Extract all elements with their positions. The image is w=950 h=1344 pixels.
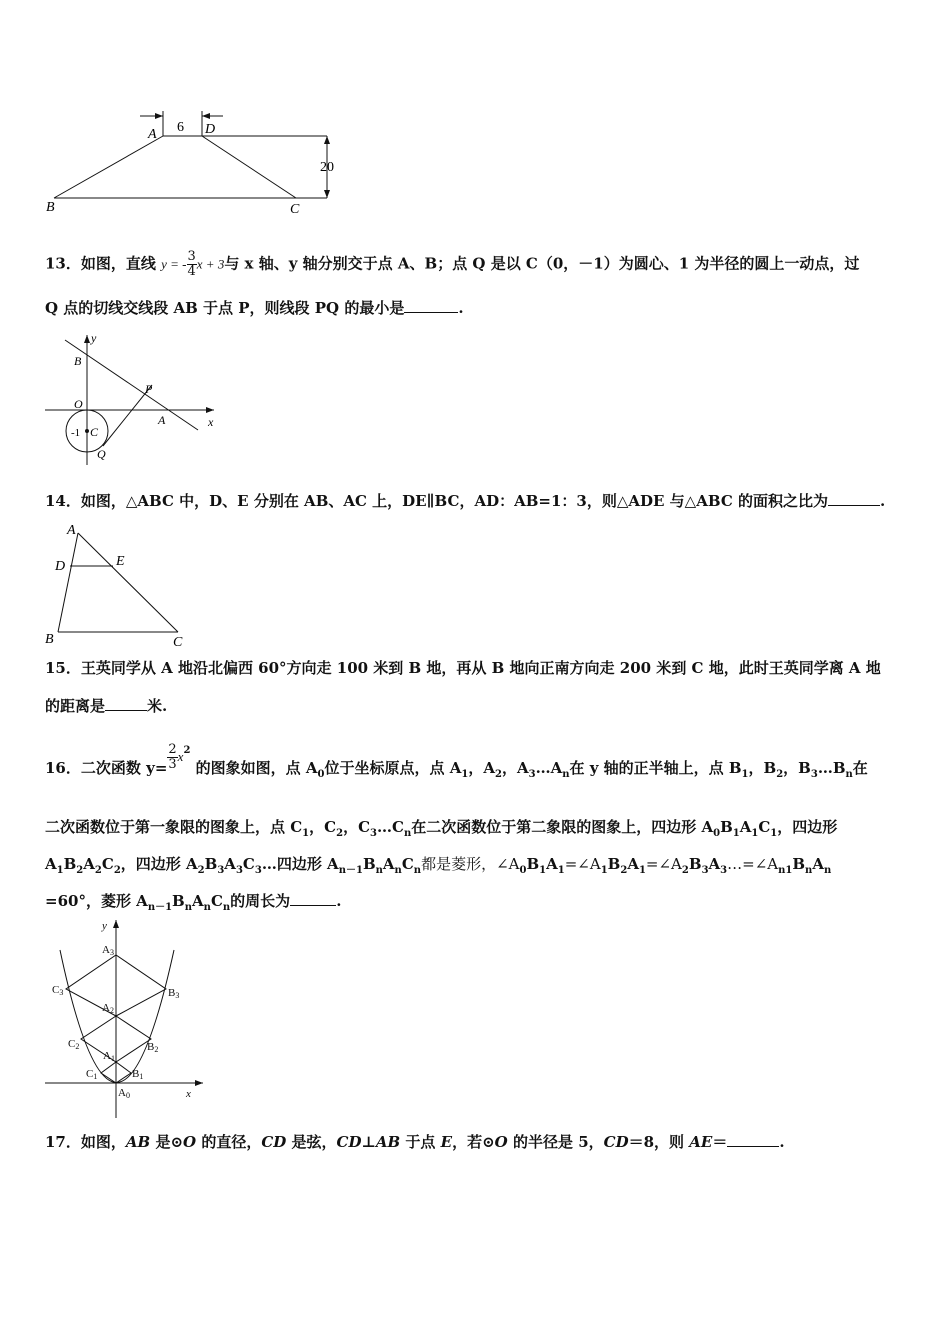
q16-l3-s1f: 1 xyxy=(557,865,565,876)
q13-line2-text: Q 点的切线交线段 AB 于点 P，则线段 PQ 的最小是 xyxy=(45,299,405,317)
q16-l2-s1c: 1 xyxy=(751,828,759,839)
q17-number: 17． xyxy=(45,1133,81,1151)
q16-l2-f: B xyxy=(720,818,733,836)
label-height: 20 xyxy=(320,160,334,175)
label-E: E xyxy=(116,554,125,569)
label-neg1: -1 xyxy=(71,427,81,439)
label-B1 xyxy=(132,1068,143,1081)
q16-tc4: …A xyxy=(535,759,563,777)
q17-O2: O xyxy=(494,1133,508,1151)
q16-text-b: 的图象如图，点 A xyxy=(195,759,318,777)
q16-l2-c: ，C xyxy=(343,818,371,836)
label-C3 xyxy=(52,984,63,997)
label-y: y xyxy=(91,331,97,345)
q17-line xyxy=(45,1132,785,1152)
q17-E: E xyxy=(440,1133,453,1151)
label-B3 xyxy=(168,987,179,1000)
q16-frac-den: 3 xyxy=(168,756,177,772)
q16-text-e: 在 xyxy=(852,759,868,777)
q16-l4-end: . xyxy=(336,892,342,910)
label-P: P xyxy=(145,382,153,396)
q16-l3-s3e: 3 xyxy=(720,865,728,876)
q16-l3-b: B xyxy=(63,855,77,873)
label-A1-sub: 1 xyxy=(110,1054,115,1063)
q16-l2-g: A xyxy=(739,818,752,836)
label-x: x xyxy=(186,1088,191,1100)
q16-text-a: 二次函数 y= xyxy=(80,759,168,777)
q17-AE: AE xyxy=(689,1133,713,1151)
label-C1 xyxy=(86,1068,97,1081)
q16-sub1: 1 xyxy=(461,769,469,780)
q17-O: O xyxy=(183,1133,197,1151)
q14-text: 如图，△ABC 中，D、E 分别在 AB、AC 上，DE∥BC，AD：AB=1：3，则△ADE 与△ABC 的面积之比为 xyxy=(80,492,828,510)
label-top-width: 6 xyxy=(177,120,184,135)
q16-subn: n xyxy=(562,769,570,780)
q13-line1 xyxy=(45,250,859,279)
q16-l3-s3b: 3 xyxy=(235,865,243,876)
label-D: D xyxy=(55,559,66,574)
q16-l3-w: B xyxy=(792,855,806,873)
q16-line2-a: 二次函数位于第一象限的图象上，点 C xyxy=(45,818,303,836)
label-A0-sub: 0 xyxy=(125,1091,130,1100)
q16-answer-blank[interactable] xyxy=(290,891,336,906)
q15-line2 xyxy=(45,696,167,716)
label-B1-sub: 1 xyxy=(139,1072,144,1081)
q13-formula-prefix: y = - xyxy=(161,256,187,272)
q16-tc3: ，A xyxy=(501,759,529,777)
q16-td3: ，B xyxy=(783,759,811,777)
q16-l3-x: A xyxy=(812,855,824,873)
q16-l3-s2f: 2 xyxy=(681,865,689,876)
q16-l3-sn: n xyxy=(375,865,383,876)
q16-l3-k: A xyxy=(382,855,395,873)
q16-l3-o: A xyxy=(546,855,558,873)
label-A2 xyxy=(102,1002,114,1015)
q16-l3-s2: 2 xyxy=(76,865,84,876)
q14-number: 14． xyxy=(45,492,81,510)
q16-l3-s2c: 2 xyxy=(113,865,121,876)
q16-line3 xyxy=(45,854,831,881)
q16-l4-d: C xyxy=(210,892,223,910)
label-B2-letter: B xyxy=(147,1041,155,1053)
q16-l3-sn1: n－1 xyxy=(338,865,363,876)
line-circle-figure xyxy=(40,330,230,470)
label-A: A xyxy=(67,523,76,538)
q16-l4-sn: n xyxy=(184,902,193,913)
q16-l2-s1b: 1 xyxy=(732,828,740,839)
q16-l2-s1d: 1 xyxy=(770,828,778,839)
label-B: B xyxy=(74,354,82,368)
q16-subB2: 2 xyxy=(776,769,784,780)
q13-text-a: 如图，直线 xyxy=(80,254,156,273)
q16-l3-r: A xyxy=(627,855,639,873)
label-B: B xyxy=(45,632,54,647)
q16-sub2: 2 xyxy=(494,769,502,780)
q14-answer-blank[interactable] xyxy=(828,491,880,506)
q13-line2-end: . xyxy=(458,299,464,317)
parabola-rhombus-figure xyxy=(40,915,210,1125)
q16-l4-a: =60°，菱形 A xyxy=(45,892,148,910)
q16-l3-i: …四边形 A xyxy=(261,855,339,873)
q16-text-d: 在 y 轴的正半轴上，点 B xyxy=(569,759,742,777)
q16-line2-e: 在二次函数位于第二象限的图象上，四边形 A xyxy=(411,818,714,836)
label-B3-sub: 3 xyxy=(175,991,180,1000)
q16-l3-v: …=∠A xyxy=(727,855,779,873)
q15-line2-b: 米. xyxy=(147,697,168,715)
label-C: C xyxy=(173,635,183,650)
label-Q: Q xyxy=(97,447,106,461)
q16-l3-s3d: 3 xyxy=(701,865,709,876)
q16-l3-t: B xyxy=(688,855,702,873)
trapezoid-figure xyxy=(40,105,350,220)
label-B2 xyxy=(147,1041,158,1054)
label-C: C xyxy=(90,425,99,439)
label-B3-letter: B xyxy=(168,987,176,999)
q16-l4-e: 的周长为 xyxy=(230,892,291,910)
label-C2-sub: 2 xyxy=(75,1042,80,1051)
q16-subBn: n xyxy=(845,769,853,780)
label-A1 xyxy=(103,1050,115,1063)
q16-l3-snc: n xyxy=(413,865,422,876)
q16-frac-exp: 2 xyxy=(183,745,191,756)
q16-l3-s1h: 1 xyxy=(638,865,646,876)
q15-text: 王英同学从 A 地沿北偏西 60°方向走 100 米到 B 地，再从 B 地向正南方向走 200 米到 C 地，此时王英同学离 A 地 xyxy=(80,659,881,677)
label-B: B xyxy=(46,200,55,215)
q16-td4: …B xyxy=(817,759,846,777)
q17-t9: ＝8，则 xyxy=(628,1133,690,1151)
q16-l3-snd: n xyxy=(805,865,813,876)
q16-l3-l: C xyxy=(401,855,414,873)
q16-l2-sn: n xyxy=(403,828,412,839)
q16-line4 xyxy=(45,891,341,918)
q16-line1 xyxy=(45,741,868,785)
q16-line2-i: ，四边形 xyxy=(777,818,838,836)
q16-l2-d: …C xyxy=(376,818,404,836)
q17-CD3: CD xyxy=(603,1133,629,1151)
q17-CD2: CD xyxy=(336,1133,362,1151)
q16-l3-s2b: 2 xyxy=(94,865,102,876)
label-y: y xyxy=(102,920,107,932)
q16-l4-b: B xyxy=(172,892,185,910)
q16-l3-s: =∠A xyxy=(645,855,682,873)
q16-l4-c: A xyxy=(192,892,204,910)
label-A2-sub: 2 xyxy=(109,1006,114,1015)
q16-l3-s1g: 1 xyxy=(600,865,608,876)
label-C1-letter: C xyxy=(86,1068,94,1080)
q17-t8: 的半径是 5， xyxy=(507,1133,604,1151)
label-A3-sub: 3 xyxy=(109,948,114,957)
q16-tc2: ，A xyxy=(468,759,495,777)
label-C3-sub: 3 xyxy=(59,988,64,997)
q16-line2 xyxy=(45,817,837,844)
q14-end: . xyxy=(879,492,886,510)
q13-answer-blank[interactable] xyxy=(404,298,458,313)
q15-number: 15． xyxy=(45,659,81,677)
q16-l2-s2: 2 xyxy=(336,828,344,839)
q16-l4-snc: n xyxy=(222,902,231,913)
q17-AB2: AB xyxy=(375,1133,401,1151)
q16-l3-sne: n xyxy=(823,865,832,876)
label-A1-letter: A xyxy=(103,1050,111,1062)
q17-t3: 的直径， xyxy=(196,1133,262,1151)
q16-l4-sn1: n－1 xyxy=(147,902,173,913)
q16-sub0: 0 xyxy=(317,769,325,780)
q16-l2-h: C xyxy=(758,818,771,836)
q15-line2-a: 的距离是 xyxy=(45,697,106,715)
label-A: A xyxy=(158,413,166,427)
q16-l3-m: 都是菱形，∠A xyxy=(421,855,520,873)
label-A2-letter: A xyxy=(102,1002,110,1014)
q17-answer-blank[interactable] xyxy=(727,1132,779,1147)
label-A0 xyxy=(118,1087,130,1100)
q16-l3-n: B xyxy=(526,855,540,873)
q16-fraction xyxy=(167,743,177,772)
q17-t1: 如图， xyxy=(80,1133,126,1151)
q16-l3-a: A xyxy=(45,855,57,873)
q16-l3-p: =∠A xyxy=(564,855,601,873)
q16-l3-q: B xyxy=(607,855,621,873)
q16-l3-j: B xyxy=(362,855,376,873)
q17-t7: ，若⊙ xyxy=(452,1133,495,1151)
q16-l3-s3c: 3 xyxy=(254,865,262,876)
q17-t4: 是弦， xyxy=(286,1133,337,1151)
q17-CD: CD xyxy=(261,1133,287,1151)
q17-t10: ＝ xyxy=(712,1133,728,1151)
q16-l3-e: ，四边形 A xyxy=(120,855,198,873)
q16-l3-snb: n xyxy=(394,865,402,876)
q16-l3-s1e: 1 xyxy=(539,865,547,876)
q16-l3-u: A xyxy=(708,855,721,873)
label-B1-letter: B xyxy=(132,1068,140,1080)
q16-text-c: 位于坐标原点，点 A xyxy=(324,759,462,777)
q16-sub3: 3 xyxy=(528,769,536,780)
q16-l2-s0: 0 xyxy=(713,828,721,839)
q16-l3-c: A xyxy=(83,855,95,873)
q16-subB3: 3 xyxy=(810,769,818,780)
label-A3-letter: A xyxy=(102,944,110,956)
q13-fraction xyxy=(187,250,197,279)
q16-l3-s2e: 2 xyxy=(620,865,628,876)
q16-frac-var: x xyxy=(177,749,184,764)
q17-t2: 是⊙ xyxy=(150,1133,184,1151)
label-A0-letter: A xyxy=(118,1087,126,1099)
label-A3 xyxy=(102,944,114,957)
q16-l3-s2d: 2 xyxy=(197,865,205,876)
q17-end: . xyxy=(779,1133,785,1151)
q16-l3-f: B xyxy=(204,855,218,873)
label-C: C xyxy=(290,202,300,217)
q13-formula-suffix: x + 3 xyxy=(196,256,225,272)
label-D: D xyxy=(205,122,216,137)
q16-l3-s3: 3 xyxy=(217,865,225,876)
q17-t6: 于点 xyxy=(400,1133,441,1151)
q16-l2-s3: 3 xyxy=(370,828,377,839)
q13-text-b: 与 x 轴、y 轴分别交于点 A、B；点 Q 是以 C（0，－1）为圆心、1 为半径的圆上一动点，过 xyxy=(224,254,860,273)
q14-line xyxy=(45,491,885,511)
q16-number: 16． xyxy=(45,759,81,777)
q16-l3-h: C xyxy=(242,855,255,873)
q13-line2 xyxy=(45,298,464,318)
label-O: O xyxy=(74,397,83,411)
q17-t5: ⊥ xyxy=(361,1133,376,1151)
label-C2-letter: C xyxy=(68,1038,76,1050)
q15-answer-blank[interactable] xyxy=(105,696,147,711)
q13-number: 13． xyxy=(45,254,81,273)
label-C2 xyxy=(68,1038,79,1051)
q16-l4-snb: n xyxy=(203,902,211,913)
q16-frac-num: 2 xyxy=(168,741,177,757)
label-B2-sub: 2 xyxy=(154,1045,159,1054)
q16-subB1: 1 xyxy=(741,769,749,780)
q16-l3-d: C xyxy=(101,855,114,873)
q16-l3-sn1b: n1 xyxy=(778,865,793,876)
q13-frac-num: 3 xyxy=(187,249,196,264)
q17-AB: AB xyxy=(125,1133,151,1151)
q16-l3-g: A xyxy=(224,855,236,873)
label-C3-letter: C xyxy=(52,984,60,996)
q13-frac-den: 4 xyxy=(187,264,196,279)
q16-l3-s0: 0 xyxy=(519,865,527,876)
label-A: A xyxy=(148,127,157,142)
label-x: x xyxy=(208,415,214,429)
q16-l3-s1: 1 xyxy=(56,865,64,876)
q16-td2: ，B xyxy=(748,759,777,777)
label-C1-sub: 1 xyxy=(93,1072,98,1081)
q16-l2-b: ，C xyxy=(309,818,337,836)
q16-l2-s1: 1 xyxy=(302,828,310,839)
q15-line1 xyxy=(45,658,881,678)
triangle-figure xyxy=(40,520,190,650)
